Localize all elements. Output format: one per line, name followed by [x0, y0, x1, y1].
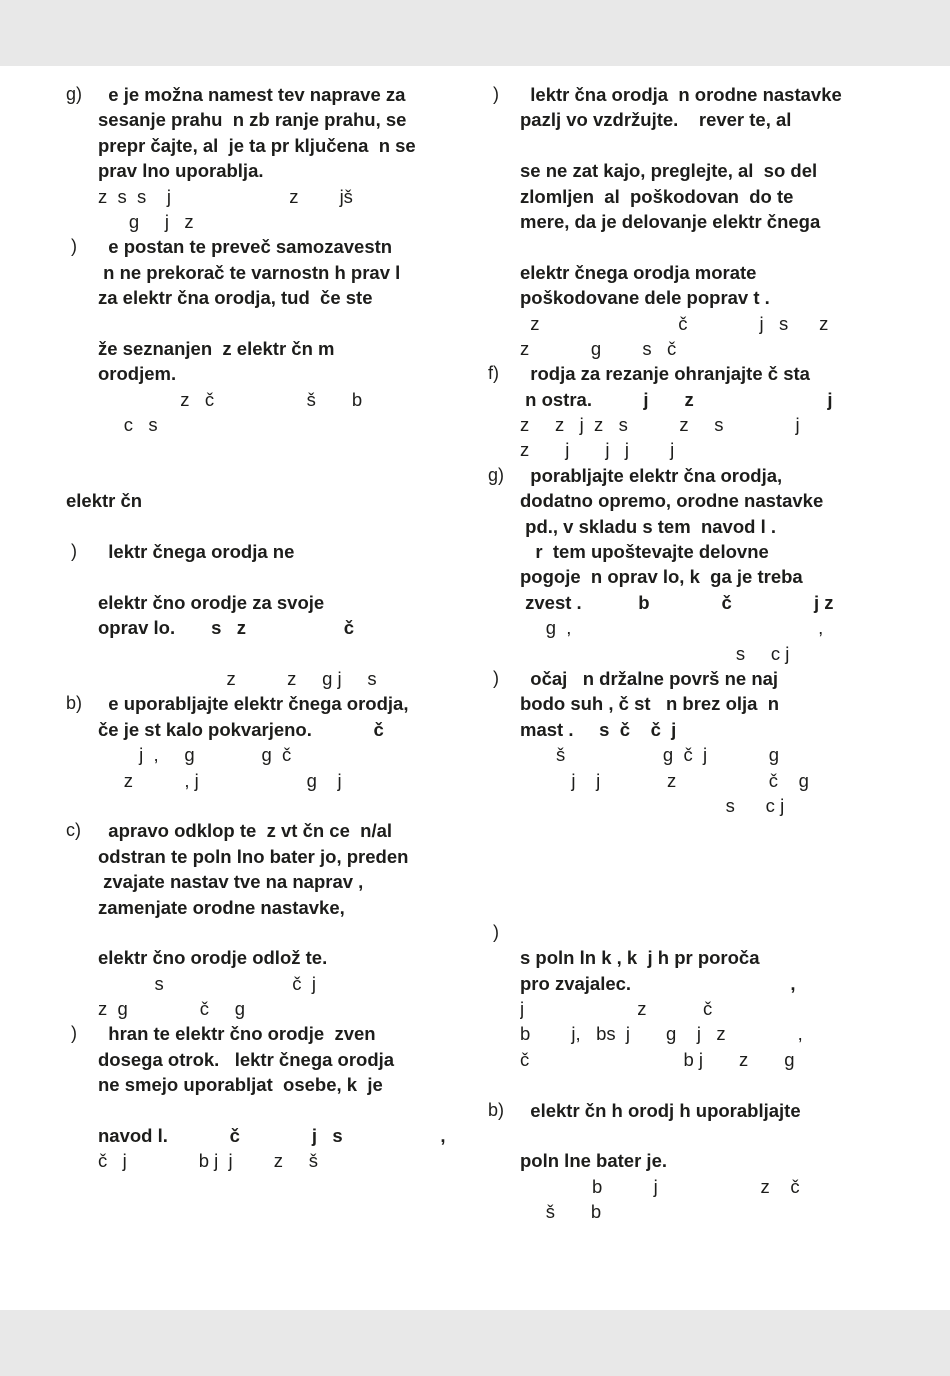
- left-column: [66, 82, 466, 1174]
- text-line: orodjem.: [98, 363, 177, 385]
- safety-item: [66, 691, 466, 818]
- text-line: apravo odklop te z vt čn ce n/al: [98, 820, 393, 842]
- text-line: pro zvajalec. ,: [520, 972, 796, 994]
- blank-line: [520, 1072, 898, 1097]
- text-line: prepr čajte, al je ta pr ključena n se: [98, 134, 416, 156]
- text-line: odstran te poln lno bater jo, preden: [98, 845, 409, 867]
- text-line: oprav lo. s z č: [98, 617, 354, 639]
- text-line: poškodovane dele poprav t .: [520, 287, 770, 309]
- blank-line: [520, 818, 898, 843]
- item-label: ): [66, 236, 77, 257]
- text-line: elektr čn h orodj h uporabljajte: [520, 1099, 801, 1121]
- item-label: ): [66, 541, 77, 562]
- safety-item: [66, 82, 466, 234]
- text-line: elektr čn: [66, 490, 143, 512]
- text-line: že seznanjen z elektr čn m: [98, 337, 335, 359]
- text-line: z č j s z: [520, 312, 829, 334]
- text-line: š b: [520, 1201, 602, 1223]
- blank-line: [520, 895, 898, 920]
- text-line: zamenjate orodne nastavke,: [98, 896, 345, 918]
- safety-item: [66, 539, 466, 691]
- blank-line: [98, 463, 466, 488]
- safety-item: [488, 1098, 898, 1225]
- text-line: z g č g: [98, 998, 246, 1020]
- text-line: ne smejo uporabljat osebe, k je: [98, 1074, 383, 1096]
- text-line: s c j: [520, 642, 790, 664]
- text-line: z , j g j: [98, 769, 342, 791]
- text-line: mast . s č č j: [520, 718, 677, 740]
- text-line: s č j: [98, 972, 316, 994]
- text-line: n ne prekorač te varnostn h prav l: [98, 261, 401, 283]
- text-line: g j z: [98, 210, 194, 232]
- text-line: e postan te preveč samozavestn: [98, 236, 393, 258]
- safety-item: [66, 234, 466, 488]
- text-line: j z č: [520, 998, 713, 1020]
- item-label: ): [488, 84, 499, 104]
- blank-line: [98, 1098, 466, 1123]
- text-line: mere, da je delovanje elektr čnega: [520, 210, 821, 232]
- text-line: lektr čna orodja n orodne nastavke: [520, 84, 842, 105]
- text-line: j , g g č: [98, 744, 292, 766]
- text-line: z s s j z jš: [98, 185, 353, 207]
- text-line: pd., v skladu s tem navod l .: [520, 515, 776, 537]
- text-line: sesanje prahu n zb ranje prahu, se: [98, 109, 407, 131]
- blank-line: [98, 514, 466, 539]
- text-line: če je st kalo pokvarjeno. č: [98, 718, 384, 740]
- text-line: rodja za rezanje ohranjajte č sta: [520, 363, 810, 385]
- text-line: pazlj vo vzdržujte. rever te, al: [520, 109, 792, 131]
- footer-band: [0, 1310, 950, 1376]
- item-label: b): [488, 1099, 505, 1120]
- text-line: elektr čno orodje odlož te.: [98, 947, 328, 969]
- header-band: [0, 0, 950, 66]
- blank-line: [520, 869, 898, 894]
- text-line: č b j z g: [520, 1048, 795, 1070]
- text-line: porabljajte elektr čna orodja,: [520, 464, 783, 486]
- text-line: z z g j s: [98, 667, 377, 689]
- text-line: hran te elektr čno orodje zven: [98, 1023, 376, 1045]
- text-line: g , ,: [520, 617, 824, 639]
- blank-line: [98, 311, 466, 336]
- blank-line: [98, 920, 466, 945]
- item-label: g): [488, 464, 505, 485]
- blank-line: [520, 920, 898, 945]
- text-line: r tem upoštevajte delovne: [520, 541, 769, 563]
- text-line: e uporabljajte elektr čnega orodja,: [98, 693, 409, 715]
- safety-item: [488, 82, 898, 361]
- item-label: ): [488, 921, 499, 942]
- text-line: bodo suh , č st n brez olja n: [520, 693, 780, 715]
- blank-line: [520, 133, 898, 158]
- text-line: j j z č g: [520, 769, 809, 791]
- text-line: n ostra. j z j: [520, 388, 833, 410]
- blank-line: [98, 564, 466, 589]
- text-line: poln lne bater je.: [520, 1150, 667, 1172]
- blank-line: [520, 1123, 898, 1148]
- item-label: ): [488, 667, 499, 688]
- safety-item: [66, 818, 466, 1021]
- safety-item: [66, 1021, 466, 1173]
- text-line: z j j j j: [520, 439, 675, 461]
- text-line: b j, bs j g j z ,: [520, 1023, 803, 1045]
- text-line: prav lno uporablja.: [98, 160, 264, 182]
- blank-line: [98, 641, 466, 666]
- text-line: za elektr čna orodja, tud če ste: [98, 287, 373, 309]
- text-line: s poln ln k , k j h pr poroča: [520, 947, 760, 969]
- text-line: lektr čnega orodja ne: [98, 541, 295, 563]
- blank-line: [520, 234, 898, 259]
- text-line: z g s č: [520, 337, 677, 359]
- safety-item: [488, 920, 898, 1098]
- item-label: b): [66, 693, 83, 714]
- text-line: elektr čnega orodja morate: [520, 261, 757, 283]
- text-line: očaj n držalne površ ne naj: [520, 667, 779, 689]
- text-line: zlomljen al poškodovan do te: [520, 185, 794, 207]
- item-label: f): [488, 363, 499, 384]
- text-line: dodatno opremo, orodne nastavke: [520, 490, 824, 512]
- item-label: ): [66, 1023, 77, 1044]
- safety-item: [66, 488, 466, 539]
- text-line: e je možna namest tev naprave za: [98, 84, 406, 105]
- text-line: š g č j g: [520, 744, 780, 766]
- text-line: c s: [98, 414, 158, 436]
- text-line: navod l. č j s ,: [98, 1125, 446, 1147]
- blank-line: [520, 844, 898, 869]
- text-line: zvajate nastav tve na naprav ,: [98, 871, 364, 893]
- safety-item: [488, 361, 898, 463]
- text-line: elektr čno orodje za svoje: [98, 591, 325, 613]
- text-line: zvest . b č j z: [520, 591, 834, 613]
- text-line: b j z č: [520, 1175, 800, 1197]
- blank-line: [98, 437, 466, 462]
- text-line: s c j: [520, 794, 785, 816]
- safety-item: [488, 666, 898, 920]
- text-line: pogoje n oprav lo, k ga je treba: [520, 566, 803, 588]
- blank-line: [98, 793, 466, 818]
- right-column: [488, 82, 898, 1225]
- item-label: c): [66, 820, 81, 841]
- text-line: č j b j j z š: [98, 1150, 318, 1172]
- text-line: z č š b: [98, 388, 363, 410]
- safety-item: [488, 463, 898, 666]
- text-line: se ne zat kajo, preglejte, al so del: [520, 160, 818, 182]
- item-label: g): [66, 84, 83, 104]
- text-line: z z j z s z s j: [520, 414, 800, 436]
- text-line: dosega otrok. lektr čnega orodja: [98, 1048, 395, 1070]
